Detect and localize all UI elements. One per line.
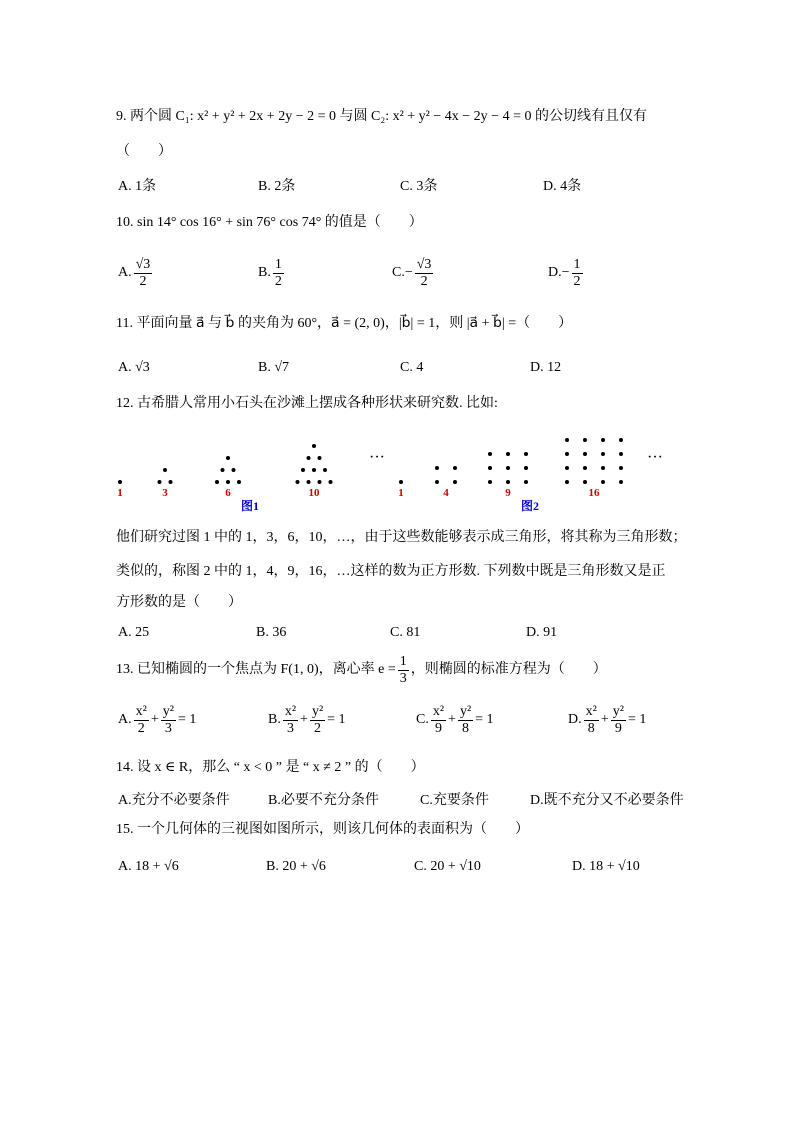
square-stone-dot [524,452,528,456]
q11-stem: 11. 平面向量 a⃗ 与 b⃗ 的夹角为 60°，a⃗ = (2, 0)，|b⃗| = 1，则 |a⃗ + b⃗| =（ ） [116,316,573,331]
q12-stem: 12. 古希腊人常用小石头在沙滩上摆成各种形状来研究数. 比如: [116,396,498,411]
q12-text-line2: 类似的，称图 2 中的 1，4，9，16，…这样的数为正方形数. 下列数中既是三角形数又是正 [116,564,666,579]
square-stone-dot [583,438,587,442]
q12-option-b: B. 36 [256,625,287,640]
q13-stem: 13. 已知椭圆的一个焦点为 F(1, 0)，离心率 e = $\frac{1}{3}$ ，则椭圆的标准方程为（ ） [116,653,607,686]
square-stone-dot [488,466,492,470]
fig1-caption: 图1 [240,499,260,513]
triangle-stone-dot [169,480,173,484]
fig1-number-1: 1 [117,487,123,499]
triangle-stone-dot [158,480,162,484]
q9-option-c: C. 3条 [400,179,438,194]
fig1-number-6: 6 [225,487,231,499]
square-stone-dot [524,466,528,470]
square-stone-dot [619,480,623,484]
triangle-stone-dot [226,480,230,484]
square-stone-dot [601,452,605,456]
fig1-number-10: 10 [308,487,320,499]
triangle-stone-dot [221,468,225,472]
q10-option-b: B. $\frac{1}{2}$ [258,256,282,289]
fig2-number-16: 16 [588,487,600,499]
q15-option-c: C. 20 + √10 [414,859,481,874]
triangle-stone-dot [232,468,236,472]
q10-option-a: A. $\frac{√3}{2}$ [118,256,151,289]
square-stone-dot [565,466,569,470]
triangle-stone-dot [296,480,300,484]
q12-options [118,622,738,644]
square-stone-dot [601,480,605,484]
q9-option-a: A. 1条 [118,179,157,194]
q14-option-a: A.充分不必要条件 [118,793,230,808]
triangle-stone-dot [301,468,305,472]
square-stone-dot [453,466,457,470]
q12-figure [110,415,680,515]
square-stone-dot [583,452,587,456]
q14-options [118,788,698,810]
square-stone-dot [583,466,587,470]
q11-option-d: D. 12 [530,360,562,375]
triangle-stone-dot [318,480,322,484]
square-stone-dot [619,466,623,470]
triangle-stone-dot [237,480,241,484]
square-stone-dot [565,480,569,484]
q13-option-a: A. $\frac{\text{x²}}{2}$ + $\frac{\text{y²}}{3}$ = 1 [118,703,197,736]
square-stone-dot [435,466,439,470]
q11-option-c: C. 4 [400,360,424,375]
q9-stem: 9. 两个圆 C₁: x² + y² + 2x + 2y − 2 = 0 与圆 C₂: x² + y² − 4x − 2y − 4 = 0 的公切线有且仅有 [116,109,647,124]
triangle-stone-dot [318,456,322,460]
fig2-number-1: 1 [398,487,404,499]
fig1-number-3: 3 [162,487,168,499]
q15-stem: 15. 一个几何体的三视图如图所示，则该几何体的表面积为（ ） [116,822,529,837]
fig2-number-9: 9 [505,487,511,499]
q13-option-b: B. $\frac{\text{x²}}{3}$ + $\frac{\text{y²}}{2}$ = 1 [268,703,346,736]
q15-option-a: A. 18 + √6 [118,859,179,874]
triangle-stone-dot [307,480,311,484]
q12-option-c: C. 81 [390,625,421,640]
triangle-stone-dot [215,480,219,484]
triangle-stone-dot [312,444,316,448]
square-stone-dot [619,438,623,442]
q13-option-d: D. $\frac{\text{x²}}{8}$ + $\frac{\text{y²}}{9}$ = 1 [568,703,647,736]
square-stone-dot [619,452,623,456]
triangle-stone-dot [163,468,167,472]
triangle-stone-dot [323,468,327,472]
square-stone-dot [453,480,457,484]
square-stone-dot [601,438,605,442]
square-stone-dot [565,452,569,456]
q10-stem: 10. sin 14° cos 16° + sin 76° cos 74° 的值是（ ） [116,215,423,230]
square-stone-dot [524,480,528,484]
q15-option-d: D. 18 + √10 [572,859,640,874]
triangle-stone-dot [118,480,122,484]
q10-option-d: D. − $\frac{1}{2}$ [548,256,581,289]
q11-option-b: B. √7 [258,360,290,375]
q11-options [118,357,738,379]
q12-option-d: D. 91 [526,625,558,640]
triangle-stone-dot [312,468,316,472]
q9-option-b: B. 2条 [258,179,296,194]
q12-text-line1: 他们研究过图 1 中的 1，3，6，10，…，由于这些数能够表示成三角形，将其称为三角形数； [116,530,687,545]
square-stone-dot [435,480,439,484]
q15-option-b: B. 20 + √6 [266,859,326,874]
q12-text-line3: 方形数的是（ ） [116,595,242,610]
square-stone-dot [583,480,587,484]
fig2-ellipsis: ··· [647,449,663,466]
q11-option-a: A. √3 [118,360,150,375]
fig2-number-4: 4 [443,487,449,499]
q15-options [118,856,738,878]
q13-option-c: C. $\frac{\text{x²}}{9}$ + $\frac{\text{y²}}{8}$ = 1 [416,703,494,736]
q14-option-d: D.既不充分又不必要条件 [530,793,684,808]
q9-options [118,174,738,196]
square-stone-dot [488,452,492,456]
square-stone-dot [601,466,605,470]
square-stone-dot [399,480,403,484]
square-stone-dot [506,452,510,456]
q13-options [118,700,738,740]
square-stone-dot [506,466,510,470]
q14-option-b: B.必要不充分条件 [268,793,379,808]
fig1-ellipsis: ··· [369,449,385,466]
q10-option-c: C. − $\frac{√3}{2}$ [392,256,432,289]
square-stone-dot [506,480,510,484]
q14-stem: 14. 设 x ∈ R，那么 “ x < 0 ” 是 “ x ≠ 2 ” 的（ ） [116,760,425,775]
square-stone-dot [565,438,569,442]
square-stone-dot [488,480,492,484]
q12-option-a: A. 25 [118,625,150,640]
fig2-caption: 图2 [520,499,540,513]
q9-option-d: D. 4条 [543,179,582,194]
triangle-stone-dot [226,456,230,460]
triangle-stone-dot [307,456,311,460]
q10-options [118,253,738,293]
triangle-stone-dot [329,480,333,484]
q14-option-c: C.充要条件 [420,793,489,808]
q9-paren: （ ） [116,144,172,159]
